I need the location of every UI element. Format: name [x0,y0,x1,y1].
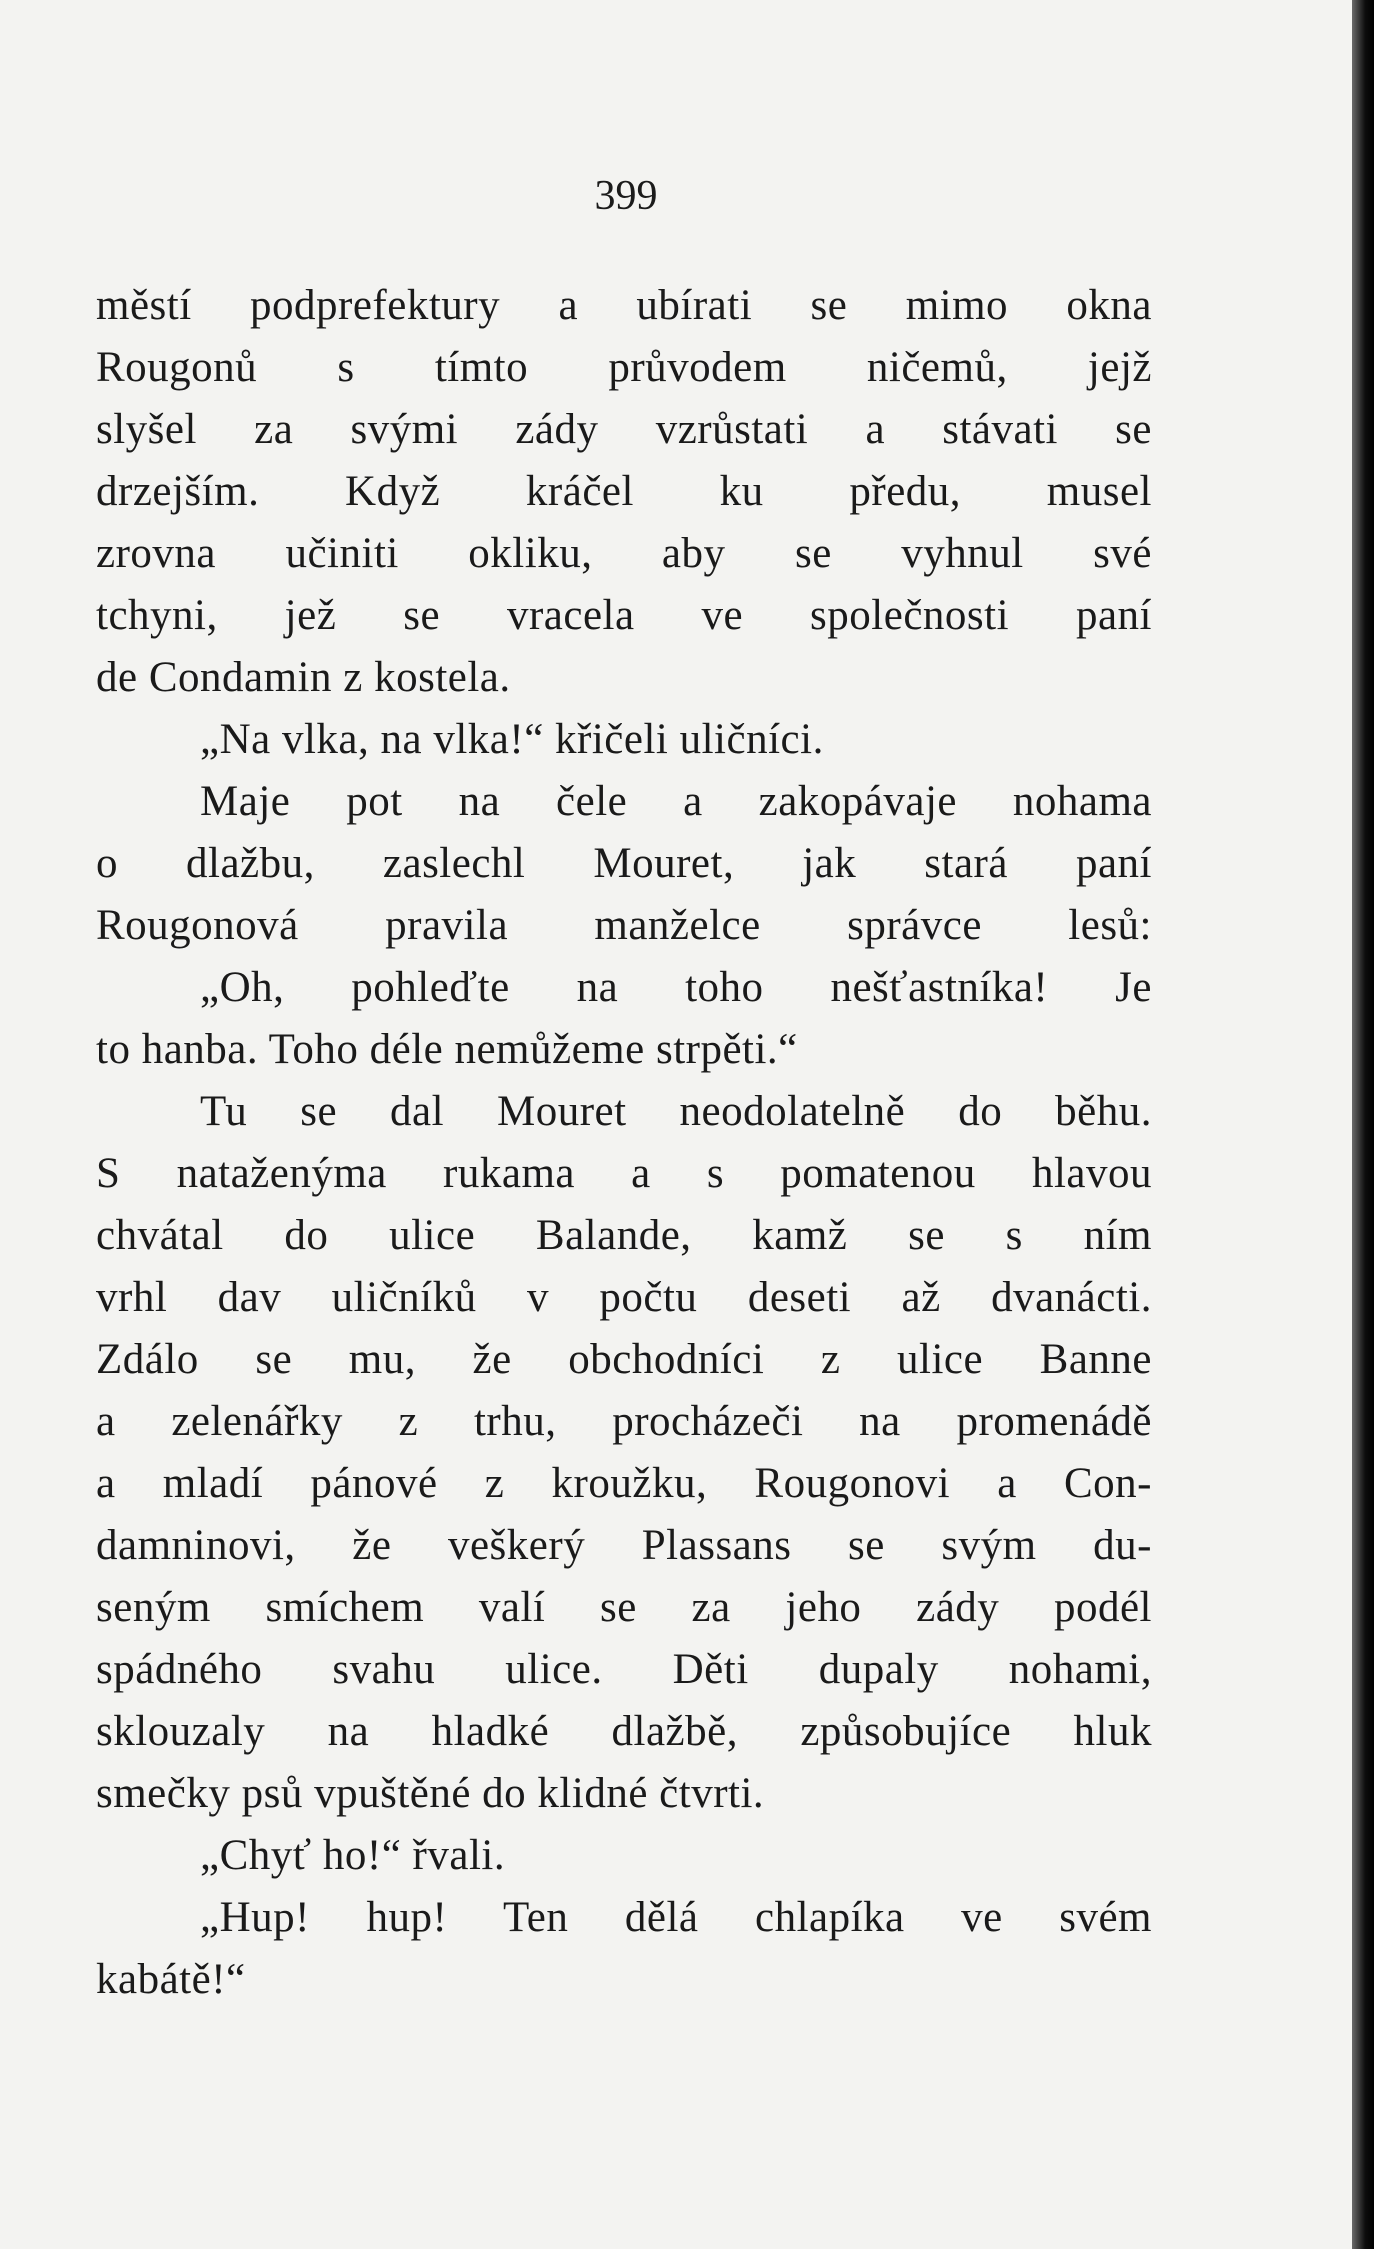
text-line: S nataženýma rukama a s pomatenou hlavou [96,1150,1152,1197]
text-line: to hanba. Toho déle nemůžeme strpěti.“ [96,1026,798,1073]
text-line: „Hup! hup! Ten dělá chlapíka ve svém [200,1894,1152,1941]
text-line: chvátal do ulice Balande, kamž se s ním [96,1212,1152,1259]
text-line: vrhl dav uličníků v počtu deseti až dvanácti. [96,1274,1152,1321]
body-text [96,275,1152,2011]
text-line: seným smíchem valí se za jeho zády podél [96,1584,1152,1631]
text-line: sklouzaly na hladké dlažbě, způsobujíce hluk [96,1708,1152,1755]
text-line: Maje pot na čele a zakopávaje nohama [200,778,1152,825]
page-edge-shadow [1352,0,1374,2249]
text-line: tchyni, jež se vracela ve společnosti paní [96,592,1152,639]
text-line: o dlažbu, zaslechl Mouret, jak stará paní [96,840,1152,887]
text-line: Rougonová pravila manželce správce lesů: [96,902,1152,949]
text-line: damninovi, že veškerý Plassans se svým du- [96,1522,1152,1569]
text-line: městí podprefektury a ubírati se mimo okna [96,282,1152,329]
text-line: a zelenářky z trhu, procházeči na promenádě [96,1398,1152,1445]
text-line: Zdálo se mu, že obchodníci z ulice Banne [96,1336,1152,1383]
text-line: smečky psů vpuštěné do klidné čtvrti. [96,1770,765,1817]
text-line: „Na vlka, na vlka!“ křičeli uličníci. [200,716,824,763]
text-line: Rougonů s tímto průvodem ničemů, jejž [96,344,1152,391]
page-number: 399 [594,173,658,219]
text-line: zrovna učiniti okliku, aby se vyhnul své [96,530,1152,577]
text-line: drzejším. Když kráčel ku předu, musel [96,468,1152,515]
text-line: de Condamin z kostela. [96,654,511,701]
text-line: a mladí pánové z kroužku, Rougonovi a Con- [96,1460,1152,1507]
text-line: spádného svahu ulice. Děti dupaly nohami, [96,1646,1152,1693]
text-line: slyšel za svými zády vzrůstati a stávati se [96,406,1152,453]
text-line: „Chyť ho!“ řvali. [200,1832,506,1879]
text-line: „Oh, pohleďte na toho nešťastníka! Je [200,964,1152,1011]
text-line: kabátě!“ [96,1956,246,2003]
text-line: Tu se dal Mouret neodolatelně do běhu. [200,1088,1152,1135]
